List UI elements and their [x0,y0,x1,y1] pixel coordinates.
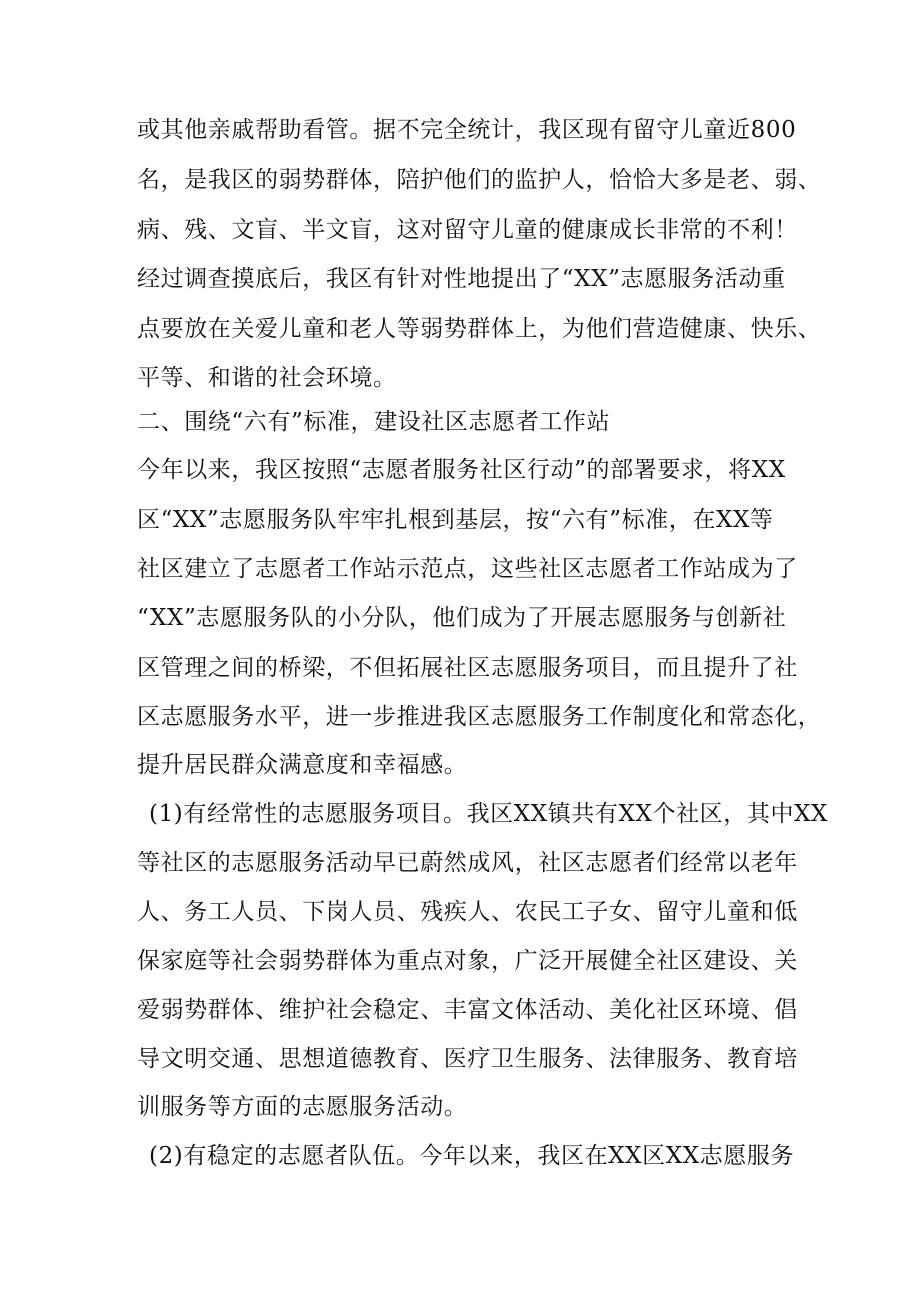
list-item-1: (1)有经常性的志愿服务项目。我区XX镇共有XX个社区，其中XX [149,801,829,827]
text-line: 人、务工人员、下岗人员、残疾人、农民工子女、留守儿童和低 [137,899,798,925]
text-line: 社区建立了志愿者工作站示范点，这些社区志愿者工作站成为了 [137,556,798,582]
text-line: 区“XX”志愿服务队牢牢扎根到基层，按“六有”标准，在XX等 [137,507,774,533]
text-line: 区志愿服务水平，进一步推进我区志愿服务工作制度化和常态化， [137,704,822,730]
text-line: 导文明交通、思想道德教育、医疗卫生服务、法律服务、教育培 [137,1046,798,1072]
text-line: 名，是我区的弱势群体，陪护他们的监护人，恰恰大多是老、弱、 [137,167,822,193]
list-item-2: (2)有稳定的志愿者队伍。今年以来，我区在XX区XX志愿服务 [149,1143,795,1169]
text-line: 今年以来，我区按照“志愿者服务社区行动”的部署要求，将XX [137,457,786,483]
text-line: 提升居民群众满意度和幸福感。 [137,752,468,778]
text-line: 区管理之间的桥梁，不但拓展社区志愿服务项目，而且提升了社 [137,655,798,681]
text-line: 或其他亲戚帮助看管。据不完全统计，我区现有留守儿童近800 [137,117,797,143]
text-line: 保家庭等社会弱势群体为重点对象，广泛开展健全社区建设、关 [137,948,798,974]
text-line: 爱弱势群体、维护社会稳定、丰富文体活动、美化社区环境、倡 [137,997,798,1023]
text-line: 经过调查摸底后，我区有针对性地提出了“XX”志愿服务活动重 [137,266,786,292]
text-line: 平等、和谐的社会环境。 [137,365,397,391]
text-line: 训服务等方面的志愿服务活动。 [137,1094,468,1120]
section-heading: 二、围绕“六有”标准，建设社区志愿者工作站 [137,409,611,435]
text-line: 点要放在关爱儿童和老人等弱势群体上，为他们营造健康、快乐、 [137,316,822,342]
text-line: “XX”志愿服务队的小分队，他们成为了开展志愿服务与创新社 [137,605,787,631]
text-line: 等社区的志愿服务活动早已蔚然成风，社区志愿者们经常以老年 [137,850,798,876]
text-line: 病、残、文盲、半文盲，这对留守儿童的健康成长非常的不利！ [137,217,798,243]
